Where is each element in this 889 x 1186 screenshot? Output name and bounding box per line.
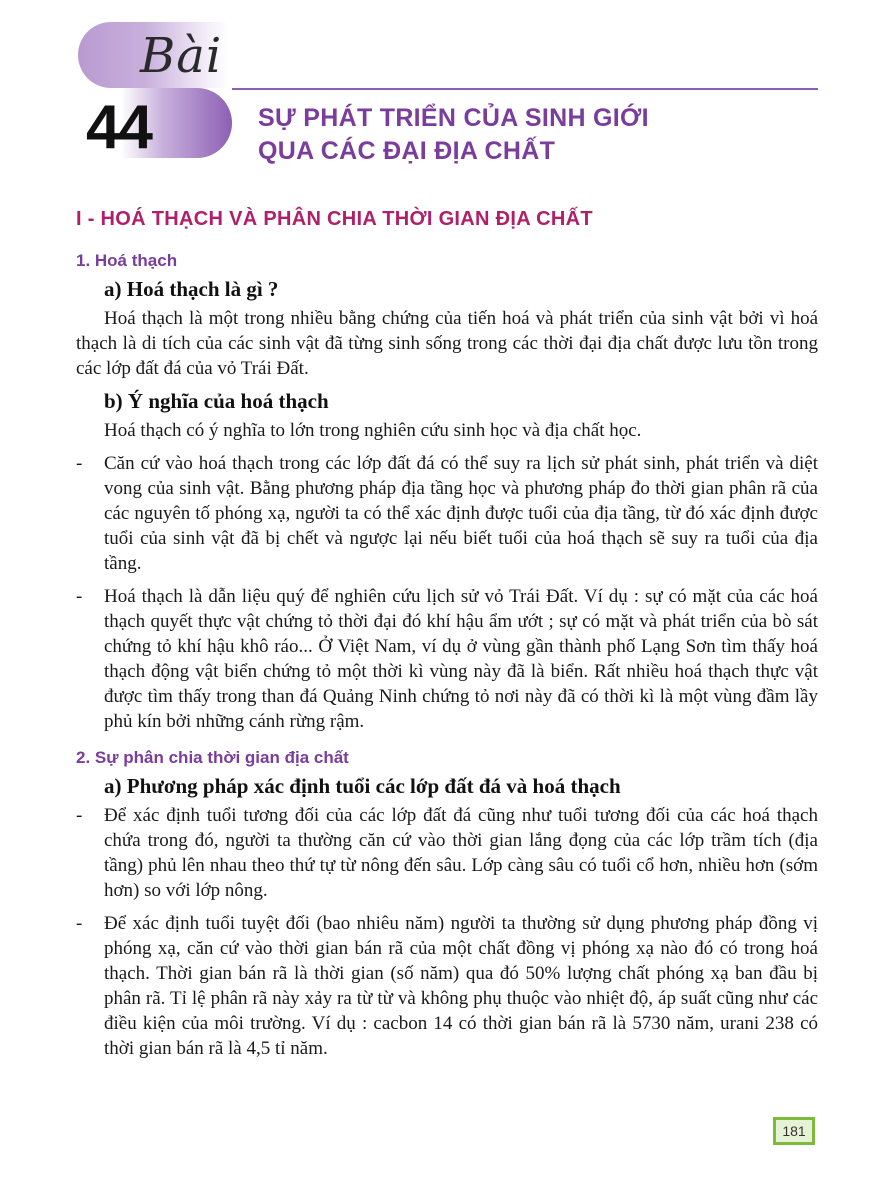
paragraph-fossil-meaning: Hoá thạch có ý nghĩa to lớn trong nghiên cứu sinh học và địa chất học. [104,420,642,441]
lesson-header [0,0,889,200]
heading-what-is-fossil: a) Hoá thạch là gì ? [104,277,279,301]
page-number: 181 [773,1117,815,1145]
list-item [76,451,818,576]
list-item-text: Căn cứ vào hoá thạch trong các lớp đất đá có thể suy ra lịch sử phát sinh, phát triển và diệt vong của sinh vật. Bằng phương pháp địa tầng học và phương pháp đo thời gian phân rã của các nguyên tố phóng xạ, người ta có thể xác định được tuổi của địa tầng, từ đó xác định được tuổi của sinh vật đã bị chết và ngược lại nếu biết tuổi của hoá thạch sẽ suy ra tuổi của địa tầng. [104,453,818,574]
heading-dating-method: a) Phương pháp xác định tuổi các lớp đất đá và hoá thạch [104,774,621,798]
list-item-text: Để xác định tuổi tuyệt đối (bao nhiêu năm) người ta thường sử dụng phương pháp đồng vị phóng xạ, căn cứ vào thời gian bán rã của một chất đồng vị phóng xạ nào đó có trong hoá thạch. Thời gian bán rã là thời gian (số năm) qua đó 50% lượng chất phóng xạ ban đầu bị phân rã. Tỉ lệ phân rã này xảy ra từ từ và không phụ thuộc vào nhiệt độ, áp suất cũng như các điều kiện của môi trường. Ví dụ : cacbon 14 có thời gian bán rã là 5730 năm, urani 238 có thời gian bán rã là 4,5 tỉ năm. [104,913,818,1059]
heading-fossil-meaning: b) Ý nghĩa của hoá thạch [104,389,329,413]
bullet-dash: - [76,913,83,934]
subsection-heading-fossils: 1. Hoá thạch [76,251,178,270]
list-item-text: Để xác định tuổi tương đối của các lớp đất đá cũng như tuổi tương đối của các hoá thạch chứa trong đó, người ta thường căn cứ vào thời gian lắng đọng của các lớp trầm tích (địa tầng) phủ lên nhau theo thứ tự từ nông đến sâu. Lớp càng sâu có tuổi cổ hơn, nhiều hơn (sớm hơn) so với lớp nông. [104,805,818,901]
lesson-title-line-1: SỰ PHÁT TRIỂN CỦA SINH GIỚI [258,104,649,132]
list-item [76,584,818,734]
list-item [76,803,818,903]
section-heading: I - HOÁ THẠCH VÀ PHÂN CHIA THỜI GIAN ĐỊA CHẤT [76,208,593,230]
lesson-number: 44 [86,93,151,162]
lesson-label: Bài [140,28,223,84]
lesson-title [258,102,818,168]
page-content [76,208,818,1069]
title-divider [232,88,818,90]
subsection-heading-time-division: 2. Sự phân chia thời gian địa chất [76,748,349,767]
bullet-dash: - [76,453,83,474]
lesson-title-line-2: QUA CÁC ĐẠI ĐỊA CHẤT [258,137,556,165]
bullet-dash: - [76,805,83,826]
list-item [76,911,818,1061]
bullet-dash: - [76,586,83,607]
paragraph-fossil-definition: Hoá thạch là một trong nhiều bằng chứng của tiến hoá và phát triển của sinh vật bởi vì hoá thạch là di tích của các sinh vật đã từng sinh sống trong các thời đại địa chất được lưu tồn trong các lớp đất đá của vỏ Trái Đất. [76,308,818,379]
list-item-text: Hoá thạch là dẫn liệu quý để nghiên cứu lịch sử vỏ Trái Đất. Ví dụ : sự có mặt của các hoá thạch quyết thực vật chứng tỏ thời đại đó khí hậu ẩm ướt ; sự có mặt và phát triển của bò sát chứng tỏ khí hậu khô ráo... Ở Việt Nam, ví dụ ở vùng gần thành phố Lạng Sơn tìm thấy hoá thạch động vật biển chứng tỏ một thời kì vùng này đã là biển. Rất nhiều hoá thạch thực vật được tìm thấy trong than đá Quảng Ninh chứng tỏ nơi này đã có thời kì là một vùng đầm lầy phủ kín bởi những cánh rừng rậm. [104,586,818,732]
